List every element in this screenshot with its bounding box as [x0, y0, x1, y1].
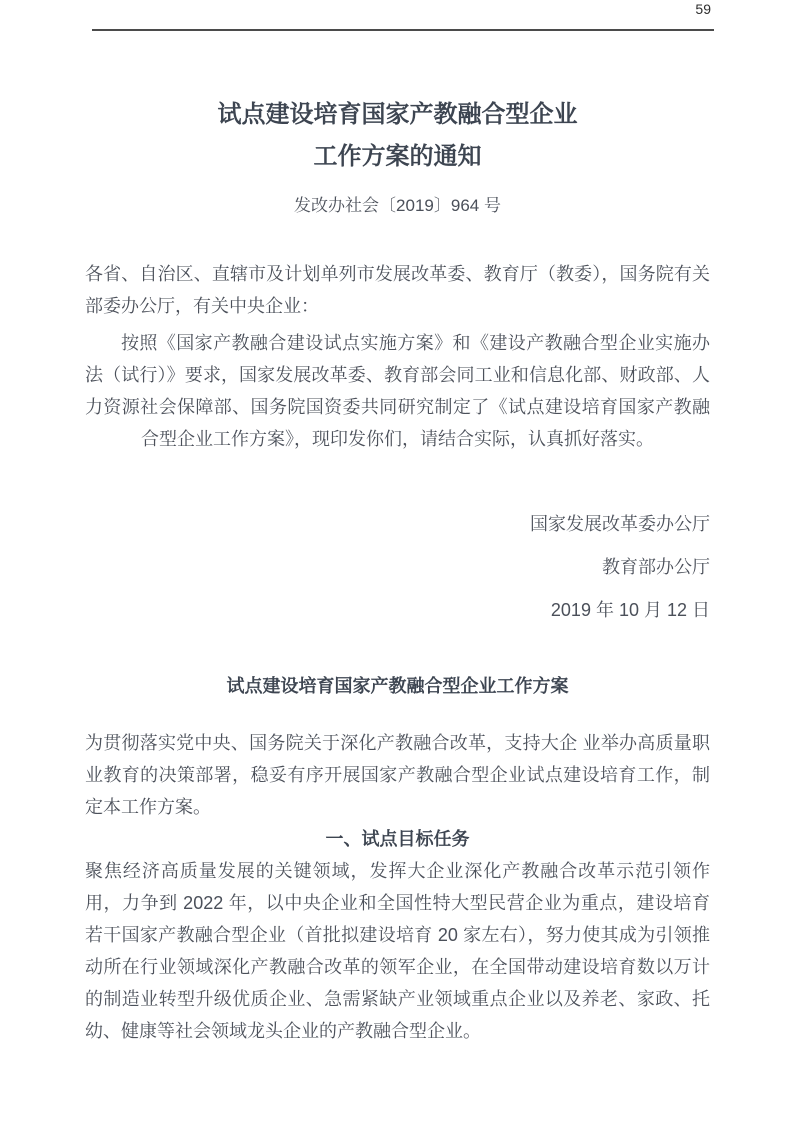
notice-title-line-2: 工作方案的通知: [313, 143, 482, 170]
notice-title: [85, 94, 710, 178]
plan-intro-paragraph: 为贯彻落实党中央、国务院关于深化产教融合改革，支持大企 业举办高质量职业教育的决策部署，稳妥有序开展国家产教融合型企业试点建设培育工作，制定本工作方案。: [85, 733, 710, 817]
page-number: 59: [695, 1, 711, 17]
notice-title-line-1: 试点建设培育国家产教融合型企业: [217, 101, 578, 128]
signature-date: 2019 年 10 月 12 日: [550, 600, 710, 620]
notice-doc-number: 发改办社会〔2019〕964 号: [294, 196, 501, 215]
section-1-paragraph: 聚焦经济高质量发展的关键领域，发挥大企业深化产教融合改革示范引领作用，力争到 2022 年，以中央企业和全国性特大型民营企业为重点，建设培育若干国家产教融合型企业（首批拟建设培育 20 家左右），努力使其成为引领推动所在行业领域深化产教融合改革的领军企业，在全国带动建设培育数以万计的制造业转型升级优质企业、急需紧缺产业领域重点企业以及养老、家政、托幼、健康等社会领域龙头企业的产教融合型企业。: [85, 861, 710, 1041]
plan-title: 试点建设培育国家产教融合型企业工作方案: [226, 676, 569, 696]
signature-block: [85, 503, 710, 632]
signature-line-ndrc: 国家发展改革委办公厅: [530, 514, 710, 534]
section-1-heading: 一、试点目标任务: [325, 829, 470, 849]
recipients-paragraph: 各省、自治区、直辖市及计划单列市发展改革委、教育厅（教委），国务院有关部委办公厅，有关中央企业：: [85, 264, 710, 316]
signature-line-moe: 教育部办公厅: [602, 557, 710, 577]
notice-body-paragraph: 按照《国家产教融合建设试点实施方案》和《建设产教融合型企业实施办法（试行）》要求，国家发展改革委、教育部会同工业和信息化部、财政部、人力资源社会保障部、国务院国资委共同研究制定了《试点建设培育国家产教融合型企业工作方案》，现印发你们，请结合实际，认真抓好落实。: [85, 333, 710, 449]
document-content: [85, 0, 710, 1047]
